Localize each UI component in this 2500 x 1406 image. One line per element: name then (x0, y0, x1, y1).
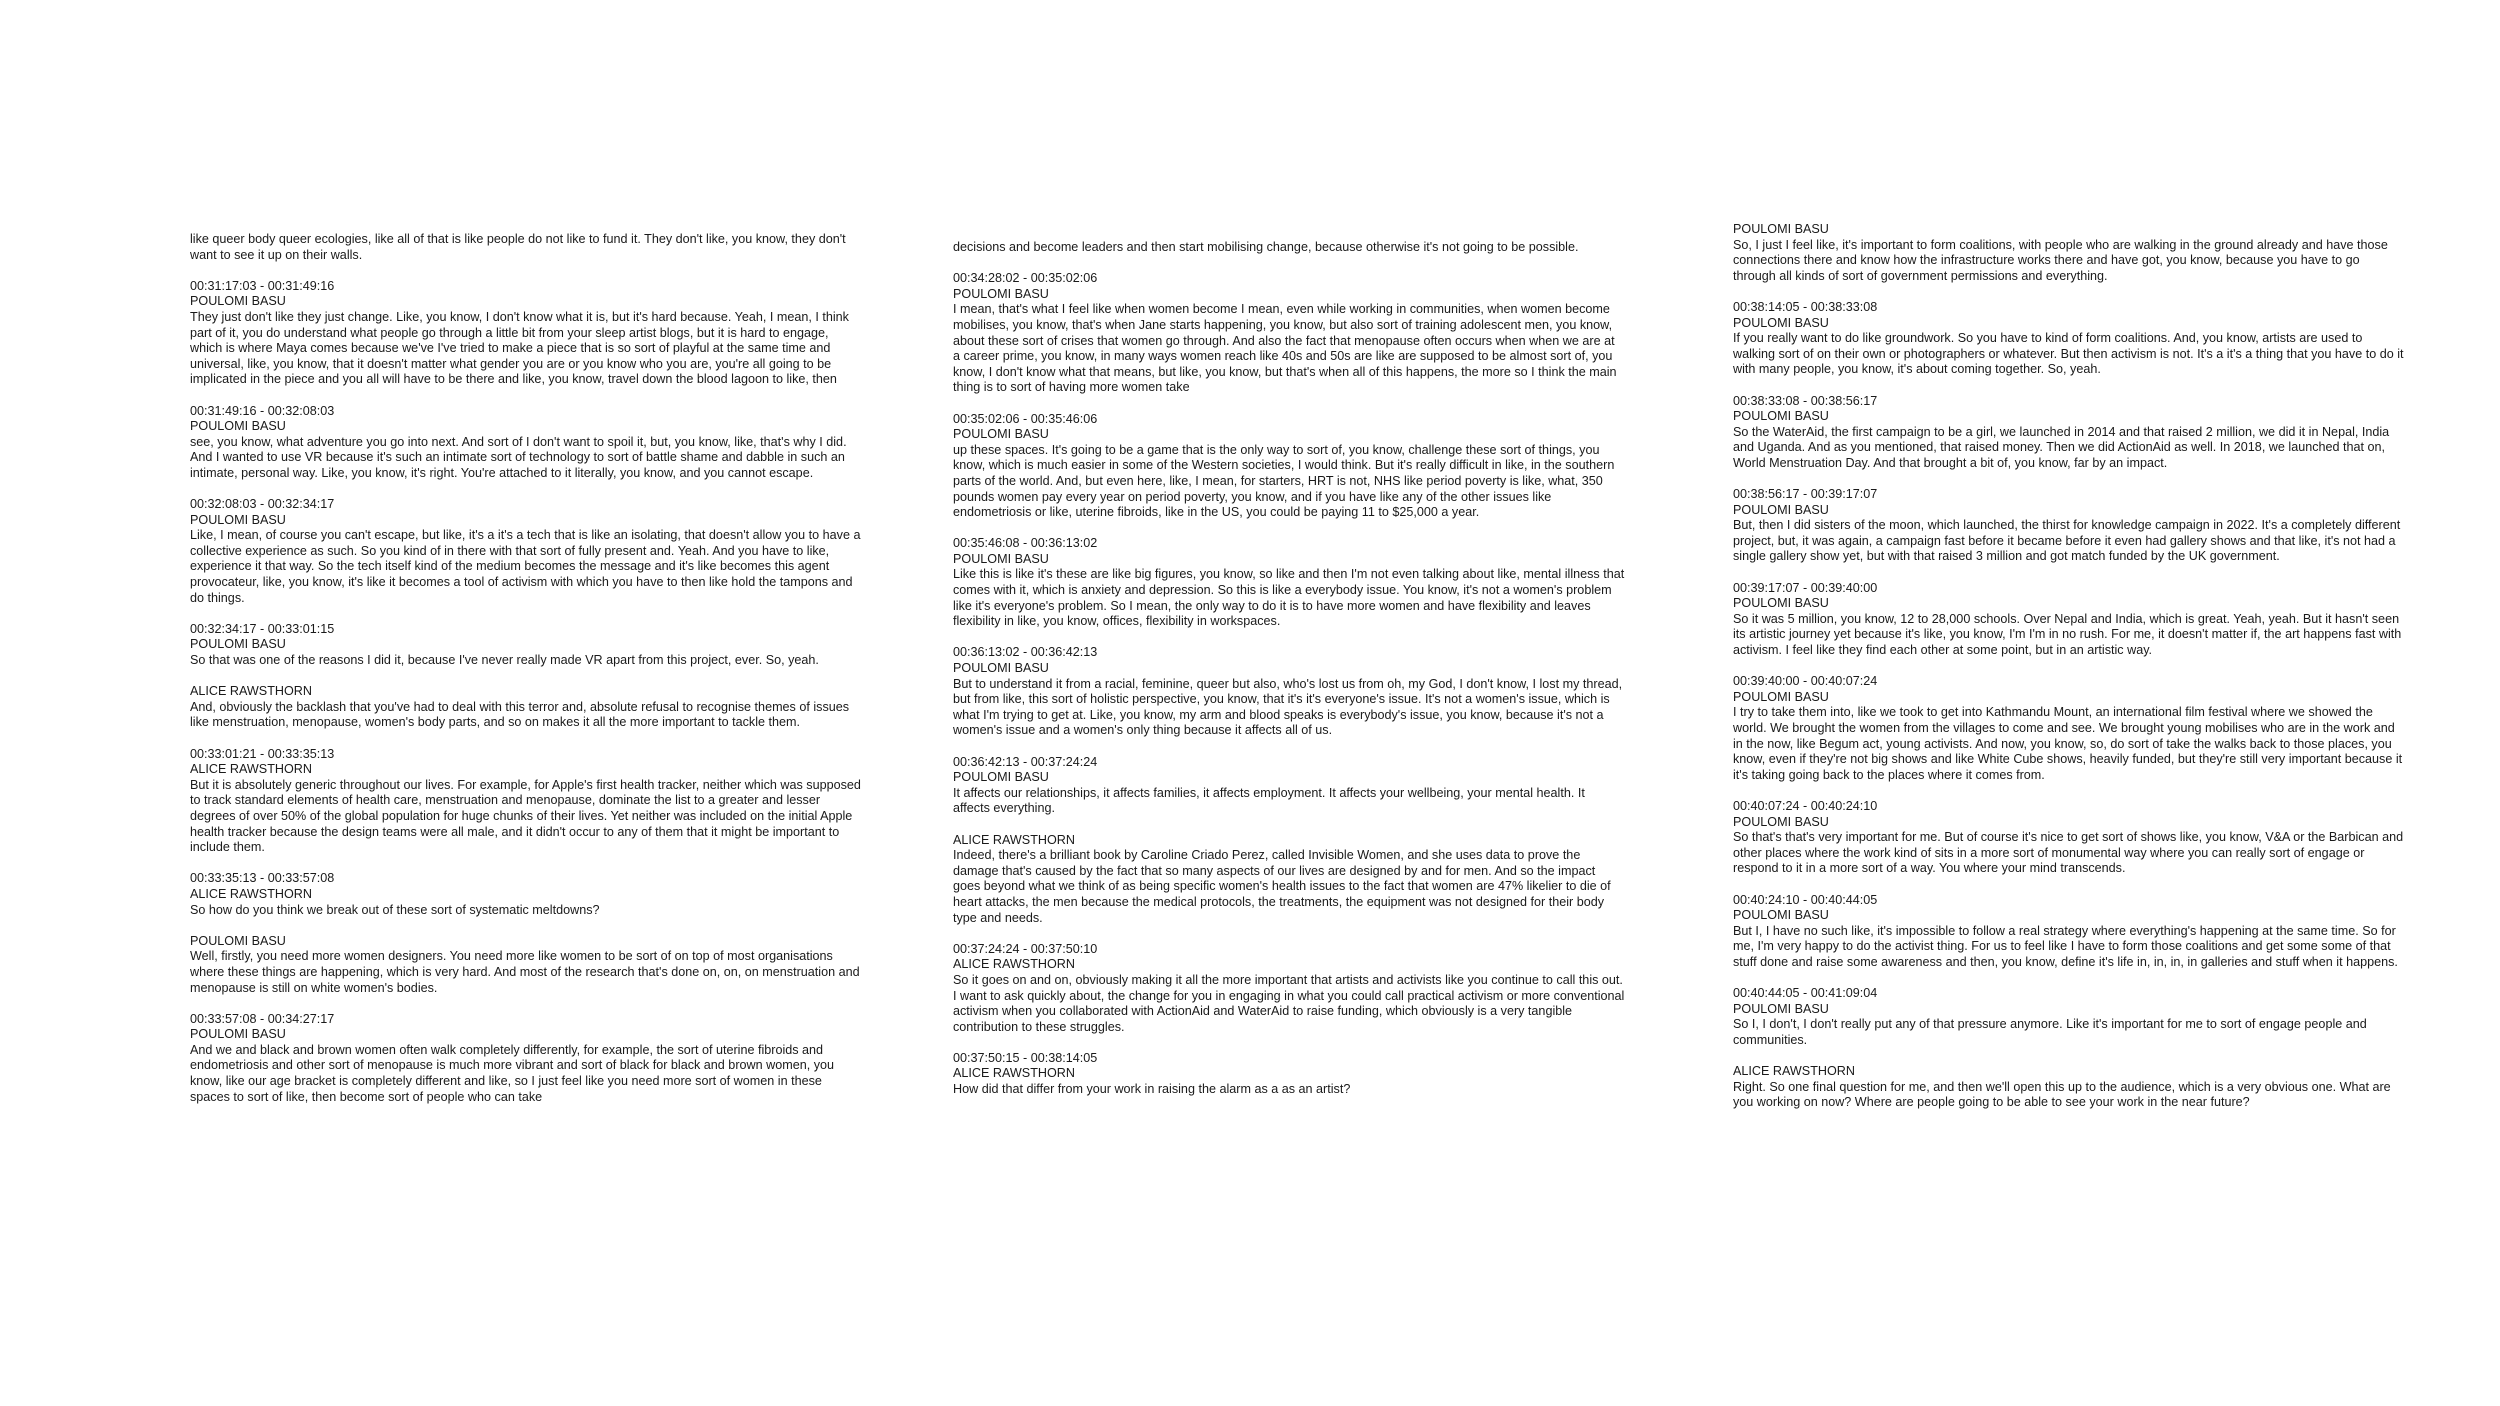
segment-text: And, obviously the backlash that you've had to deal with this terror and, absolute refusal to recognise themes of issues like menstruation, menopause, women's body parts, and so on makes it all the more important to tackle them. (190, 699, 850, 730)
transcript-segment (190, 684, 862, 731)
segment-text: So that's that's very important for me. But of course it's nice to get sort of shows like, you know, V&A or the Barbican and other places where the work kind of sits in a more sort of monumental way where you can really sort of engage or respond to it in a more sort of a way. You where your mind transcends. (1733, 830, 2404, 876)
segment-timestamp: 00:37:24:24 - 00:37:50:10 (953, 941, 1098, 956)
speaker-name: POULOMI BASU (190, 637, 286, 652)
segment-text: But I, I have no such like, it's impossible to follow a real strategy where everything's happening at the same time. So for me, I'm very happy to do the activist thing. For us to feel like I have to form those coalitions and get some some of that stuff done and raise some awareness and then, you know, define it's life in, in, in, in galleries and stuff when it happens. (1733, 923, 2398, 969)
transcript-segment (1733, 581, 2405, 659)
segment-timestamp: 00:38:14:05 - 00:38:33:08 (1733, 299, 1878, 314)
transcript-segment (190, 622, 862, 669)
segment-text: But to understand it from a racial, feminine, queer but also, who's lost us from oh, my God, I don't know, I lost my thread, but from like, this sort of holistic perspective, you know, that it's it's everyone's issue. It's not a women's issue, which is what I'm trying to get at. Like, you know, my arm and blood speaks is everybody's issue, you know, because it's not a women's issue and a women's only thing because it affects all of us. (953, 676, 1623, 738)
transcript-segment (1733, 487, 2405, 565)
speaker-name: POULOMI BASU (953, 286, 1049, 301)
speaker-name: POULOMI BASU (953, 427, 1049, 442)
transcript-segment (190, 747, 862, 856)
segment-timestamp: 00:36:13:02 - 00:36:42:13 (953, 645, 1098, 660)
segment-text: up these spaces. It's going to be a game that is the only way to sort of, you know, challenge these sort of things, you know, which is much easier in some of the Western societies, I would think. But it's really difficult in like, in the southern parts of the world. And, but even here, like, I mean, for starters, HRT is not, NHS like period poverty is like, what, 350 pounds women pay every year on period poverty, you know, and if you have like any of the other issues like endometriosis or like, uterine fibroids, like in the US, you could be paying 11 to $25,000 a year. (953, 442, 1615, 520)
segment-timestamp: 00:32:08:03 - 00:32:34:17 (190, 497, 335, 512)
speaker-name: ALICE RAWSTHORN (190, 684, 312, 699)
transcript-segment (953, 1051, 1625, 1098)
transcript-segment (953, 755, 1625, 817)
segment-text: So it goes on and on, obviously making it all the more important that artists and activists like you continue to call this out. I want to ask quickly about, the change for you in engaging in what you could call practical activism or more conventional activism when you collaborated with ActionAid and WaterAid to raise funding, which obviously is a very tangible contribution to these struggles. (953, 972, 1625, 1034)
segment-text: They just don't like they just change. Like, you know, I don't know what it is, but it's hard because. Yeah, I mean, I think part of it, you do understand what people go through a little bit from your sleep artist blogs, but it is hard to engage, which is where Maya comes because we've I've tried to make a piece that is so sort of playful at the same time and universal, like, you know, that it doesn't matter what gender you are or you know who you are, you're all going to be implicated in the piece and you all will have to be there and like, you know, travel down the blood lagoon to like, then (190, 309, 849, 387)
segment-text: Like, I mean, of course you can't escape, but like, it's a it's a tech that is like an isolating, that doesn't allow you to have a collective experience as such. So you kind of in there with that sort of fully present and. Yeah. And you have to like, experience it that way. So the tech itself kind of the medium becomes the message and it's like becomes this agent provocateur, like, you know, it's like it becomes a tool of activism with which you have to then like hold the tampons and do things. (190, 528, 861, 605)
segment-text: Indeed, there's a brilliant book by Caroline Criado Perez, called Invisible Women, and she uses data to prove the damage that's caused by the fact that so many aspects of our lives are designed by and for men. And so the impact goes beyond what we think of as being specific women's health issues to the fact that women are 47% likelier to die of heart attacks, the men because the medical protocols, the treatments, the equipment was not designed for their body type and needs. (953, 848, 1611, 925)
transcript-segment (953, 271, 1625, 396)
speaker-name: POULOMI BASU (1733, 1001, 1829, 1016)
transcript-page-1 (190, 232, 862, 1121)
transcript-segment (1733, 799, 2405, 877)
transcript-segment (190, 404, 862, 482)
speaker-name: ALICE RAWSTHORN (953, 957, 1075, 972)
segment-timestamp: 00:38:56:17 - 00:39:17:07 (1733, 487, 1878, 502)
speaker-name: POULOMI BASU (190, 294, 286, 309)
segment-text: It affects our relationships, it affects families, it affects employment. It affects your wellbeing, your mental health. It affects everything. (953, 785, 1585, 816)
segment-timestamp: 00:34:28:02 - 00:35:02:06 (953, 271, 1098, 286)
segment-text: see, you know, what adventure you go into next. And sort of I don't want to spoil it, but, you know, like, that's why I did. And I wanted to use VR because it's such an intimate sort of technology to sort of battle shame and dabble in such an intimate, personal way. Like, you know, it's right. You're attached to it literally, you know, and you cannot escape. (190, 434, 847, 480)
segment-text: Well, firstly, you need more women designers. You need more like women to be sort of on top of most organisations where these things are happening, which is very hard. And most of the research that's done on, on, on menstruation and menopause is still on white women's bodies. (190, 949, 860, 995)
transcript-segment (953, 536, 1625, 630)
transcript-segment (1733, 986, 2405, 1048)
transcript-segment (1733, 300, 2405, 378)
speaker-name: POULOMI BASU (190, 419, 286, 434)
segment-text: But it is absolutely generic throughout our lives. For example, for Apple's first health tracker, neither which was supposed to track standard elements of health care, menstruation and menopause, dominate the list to a greater and lesser degrees of over 50% of the global population for huge chunks of their lives. Yet neither was included on the initial Apple health tracker because the design teams were all male, and it didn't occur to any of them that it might be important to include them. (190, 777, 861, 855)
speaker-name: POULOMI BASU (1733, 689, 1829, 704)
segment-text: But, then I did sisters of the moon, which launched, the thirst for knowledge campaign in 2022. It's a completely different project, but, it was again, a campaign fast before it became before it even had gallery shows and that like, it's not had a single gallery show yet, but with that raised 3 million and got match funded by the UK government. (1733, 518, 2401, 564)
segment-text: I mean, that's what I feel like when women become I mean, even while working in communities, when women become mobilises, you know, that's when Jane starts happening, you know, but also sort of training adolescent men, you know, about these sort of crises that women go through. And also the fact that menopause often occurs when when we are at a career prime, you know, in many ways women reach like 40s and 50s are like are supposed to be almost sort of, you know, I don't know what that means, but like, you know, but that's when all of this happens, the more so I think the main thing is to sort of having more women take (953, 302, 1617, 395)
segment-text: And we and black and brown women often walk completely differently, for example, the sort of uterine fibroids and endometriosis and other sort of menopause is much more vibrant and sort of black for black and brown women, you know, like our age bracket is completely different and like, so I just feel like you need more sort of women in these spaces to sort of like, then become sort of people who can take (190, 1042, 835, 1104)
speaker-name: POULOMI BASU (1733, 315, 1829, 330)
speaker-name: POULOMI BASU (1733, 222, 1829, 236)
segment-timestamp: 00:33:01:21 - 00:33:35:13 (190, 746, 335, 761)
segment-timestamp: 00:36:42:13 - 00:37:24:24 (953, 754, 1098, 769)
transcript-segment (953, 645, 1625, 739)
speaker-name: POULOMI BASU (953, 551, 1049, 566)
segment-timestamp: 00:35:02:06 - 00:35:46:06 (953, 411, 1098, 426)
speaker-name: ALICE RAWSTHORN (190, 762, 312, 777)
segment-text: So I, I don't, I don't really put any of that pressure anymore. Like it's important for me to sort of engage people and communities. (1733, 1017, 2367, 1047)
segment-timestamp: 00:40:44:05 - 00:41:09:04 (1733, 986, 1878, 1001)
transcript-segment (1733, 394, 2405, 472)
transcript-segment (190, 1012, 862, 1106)
continued-paragraph: decisions and become leaders and then start mobilising change, because otherwise it's not going to be possible. (953, 240, 1579, 254)
segment-timestamp: 00:40:24:10 - 00:40:44:05 (1733, 892, 1878, 907)
segment-timestamp: 00:39:40:00 - 00:40:07:24 (1733, 674, 1878, 689)
speaker-name: POULOMI BASU (1733, 814, 1829, 829)
transcript-segment (1733, 1064, 2405, 1111)
segment-timestamp: 00:37:50:15 - 00:38:14:05 (953, 1050, 1098, 1065)
segment-timestamp: 00:40:07:24 - 00:40:24:10 (1733, 798, 1878, 813)
continued-paragraph: like queer body queer ecologies, like all of that is like people do not like to fund it. They don't like, you know, they don't want to see it up on their walls. (190, 232, 846, 262)
speaker-name: POULOMI BASU (1733, 409, 1829, 424)
speaker-name: POULOMI BASU (953, 770, 1049, 785)
speaker-name: POULOMI BASU (1733, 502, 1829, 517)
segment-text: So it was 5 million, you know, 12 to 28,000 schools. Over Nepal and India, which is great. Yeah, yeah. But it hasn't seen its artistic journey yet because it's like, you know, I'm I'm in no rush. For me, it doesn't matter if, the art happens fast with activism. I feel like they find each other at some point, but in an artistic way. (1733, 611, 2402, 658)
transcript-page-2 (953, 240, 1625, 1113)
segment-timestamp: 00:33:57:08 - 00:34:27:17 (190, 1011, 335, 1026)
segment-timestamp: 00:35:46:08 - 00:36:13:02 (953, 536, 1098, 551)
segment-timestamp: 00:38:33:08 - 00:38:56:17 (1733, 393, 1878, 408)
transcript-segment (190, 497, 862, 606)
speaker-name: POULOMI BASU (190, 512, 286, 527)
speaker-name: ALICE RAWSTHORN (953, 832, 1075, 847)
segment-text: Right. So one final question for me, and then we'll open this up to the audience, which is a very obvious one. What are you working on now? Where are people going to be able to see your work in the near future? (1733, 1079, 2391, 1110)
segment-text: So the WaterAid, the first campaign to be a girl, we launched in 2014 and that raised 2 million, we did it in Nepal, India and Uganda. And as you mentioned, that raised money. Then we did ActionAid as well. In 2018, we launched that on, World Menstruation Day. And that brought a bit of, you know, far by an impact. (1733, 424, 2390, 470)
transcript-segment (1733, 222, 2405, 284)
segment-timestamp: 00:31:49:16 - 00:32:08:03 (190, 403, 335, 418)
transcript-segment (953, 942, 1625, 1036)
transcript-segment (953, 833, 1625, 927)
segment-text: I try to take them into, like we took to get into Kathmandu Mount, an international film festival where we showed the world. We brought the women from the villages to come and see. We brought young mobilises who are in the work and in the now, like Begum act, young activists. And now, you know, so, do sort of take the walks back to those places, you know, even if they're not big shows and like White Cube shows, heavily funded, but they're still very important because it it's taking going back to the places where it comes from. (1733, 705, 2403, 782)
transcript-segment (190, 871, 862, 918)
transcript-segment (190, 934, 862, 996)
segment-timestamp: 00:32:34:17 - 00:33:01:15 (190, 621, 335, 636)
transcript-segment (953, 412, 1625, 521)
transcript-segment (190, 279, 862, 388)
segment-text: Like this is like it's these are like big figures, you know, so like and then I'm not even talking about like, mental illness that comes with it, which is anxiety and depression. So this is like a everybody issue. You know, it's not a women's problem like it's everyone's problem. So I mean, the only way to do it is to have more women and have flexibility and leaves flexibility in like, you know, offices, flexibility in workspaces. (953, 567, 1625, 629)
speaker-name: ALICE RAWSTHORN (1733, 1064, 1855, 1079)
segment-timestamp: 00:31:17:03 - 00:31:49:16 (190, 278, 335, 293)
speaker-name: ALICE RAWSTHORN (190, 886, 312, 901)
speaker-name: POULOMI BASU (953, 661, 1049, 676)
segment-text: So, I just I feel like, it's important to form coalitions, with people who are walking in the ground already and have those connections there and know how the infrastructure works there and have got, you know, because you have to go through all kinds of sort of government permissions and everything. (1733, 237, 2388, 283)
speaker-name: POULOMI BASU (190, 1027, 286, 1042)
speaker-name: POULOMI BASU (1733, 596, 1829, 611)
speaker-name: POULOMI BASU (1733, 908, 1829, 923)
transcript-page-3 (1733, 222, 2405, 1126)
speaker-name: ALICE RAWSTHORN (953, 1066, 1075, 1081)
segment-text: So how do you think we break out of these sort of systematic meltdowns? (190, 902, 600, 917)
segment-text: If you really want to do like groundwork. So you have to kind of form coalitions. And, you know, artists are used to walking sort of on their own or photographers or whatever. But then activism is not. It's a it's a thing that you have to do it with many people, you know, it's about coming together. So, yeah. (1733, 331, 2404, 377)
segment-timestamp: 00:39:17:07 - 00:39:40:00 (1733, 580, 1878, 595)
speaker-name: POULOMI BASU (190, 933, 286, 948)
segment-text: So that was one of the reasons I did it, because I've never really made VR apart from this project, ever. So, yeah. (190, 653, 819, 668)
segment-timestamp: 00:33:35:13 - 00:33:57:08 (190, 871, 335, 886)
segment-text: How did that differ from your work in raising the alarm as a as an artist? (953, 1082, 1351, 1097)
transcript-segment (1733, 893, 2405, 971)
transcript-segment (1733, 674, 2405, 783)
